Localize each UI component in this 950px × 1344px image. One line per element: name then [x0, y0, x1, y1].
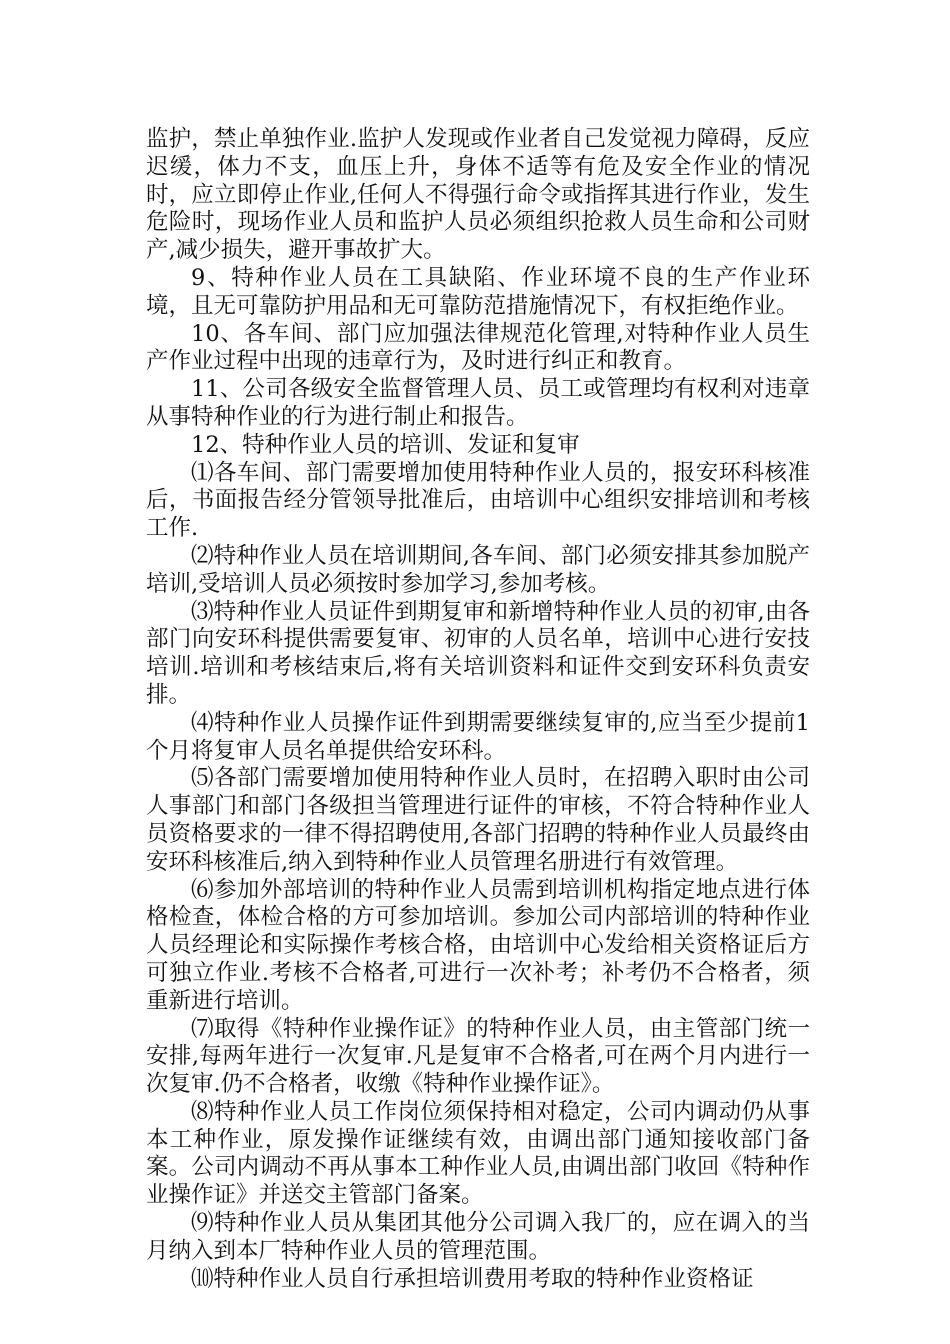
sub-item-1: ⑴各车间、部门需要增加使用特种作业人员的，报安环科核准后，书面报告经分管领导批准后，由培训中心组织安排培训和考核工作.: [146, 459, 810, 542]
sub-item-4: ⑷特种作业人员操作证件到期需要继续复审的,应当至少提前1个月将复审人员名单提供给安环科。: [146, 709, 810, 764]
sub-item-9: ⑼特种作业人员从集团其他分公司调入我厂的，应在调入的当月纳入到本厂特种作业人员的管理范围。: [146, 1210, 810, 1264]
sub-item-8: ⑻特种作业人员工作岗位须保持相对稳定，公司内调动仍从事本工种作业，原发操作证继续有效，由调出部门通知接收部门备案。公司内调动不再从事本工种作业人员,由调出部门收回《特种作业操作证》并送交主管部门备案。: [146, 1098, 810, 1209]
section-heading-12: 12、特种作业人员的培训、发证和复审: [191, 431, 580, 458]
paragraph-continuation: 监护，禁止单独作业.监护人发现或作业者自己发觉视力障碍，反应迟缓，体力不支，血压上升，身体不适等有危及安全作业的情况时，应立即停止作业,任何人不得强行命令或指挥其进行作业，发生危险时，现场作业人员和监护人员必须组织抢救人员生命和公司财产,减少损失，避开事故扩大。: [146, 126, 810, 264]
document-body: [146, 126, 810, 1293]
sub-item-6: ⑹参加外部培训的特种作业人员需到培训机构指定地点进行体格检查，体检合格的方可参加培训。参加公司内部培训的特种作业人员经理论和实际操作考核合格，由培训中心发给相关资格证后方可独立作业.考核不合格者,可进行一次补考；补考仍不合格者，须重新进行培训。: [146, 876, 810, 1014]
sub-item-5: ⑸各部门需要增加使用特种作业人员时，在招聘入职时由公司人事部门和部门各级担当管理进行证件的审核，不符合特种作业人员资格要求的一律不得招聘使用,各部门招聘的特种作业人员最终由安环科核准后,纳入到特种作业人员管理名册进行有效管理。: [146, 765, 810, 875]
paragraph-item-10: 10、各车间、部门应加强法律规范化管理,对特种作业人员生产作业过程中出现的违章行为，及时进行纠正和教育。: [146, 320, 810, 375]
sub-item-3: ⑶特种作业人员证件到期复审和新增特种作业人员的初审,由各部门向安环科提供需要复审、初审的人员名单，培训中心进行安技培训.培训和考核结束后,将有关培训资料和证件交到安环科负责安排。: [146, 598, 810, 708]
paragraph-item-11: 11、公司各级安全监督管理人员、员工或管理均有权利对违章从事特种作业的行为进行制止和报告。: [146, 376, 810, 430]
paragraph-item-9: 9、特种作业人员在工具缺陷、作业环境不良的生产作业环境，且无可靠防护用品和无可靠防范措施情况下，有权拒绝作业。: [146, 264, 810, 319]
sub-item-7: ⑺取得《特种作业操作证》的特种作业人员，由主管部门统一安排,每两年进行一次复审.凡是复审不合格者,可在两个月内进行一次复审.仍不合格者，收缴《特种作业操作证》。: [146, 1015, 810, 1098]
sub-item-10: ⑽特种作业人员自行承担培训费用考取的特种作业资格证: [191, 1265, 754, 1292]
sub-item-2: ⑵特种作业人员在培训期间,各车间、部门必须安排其参加脱产培训,受培训人员必须按时参加学习,参加考核。: [146, 542, 810, 597]
